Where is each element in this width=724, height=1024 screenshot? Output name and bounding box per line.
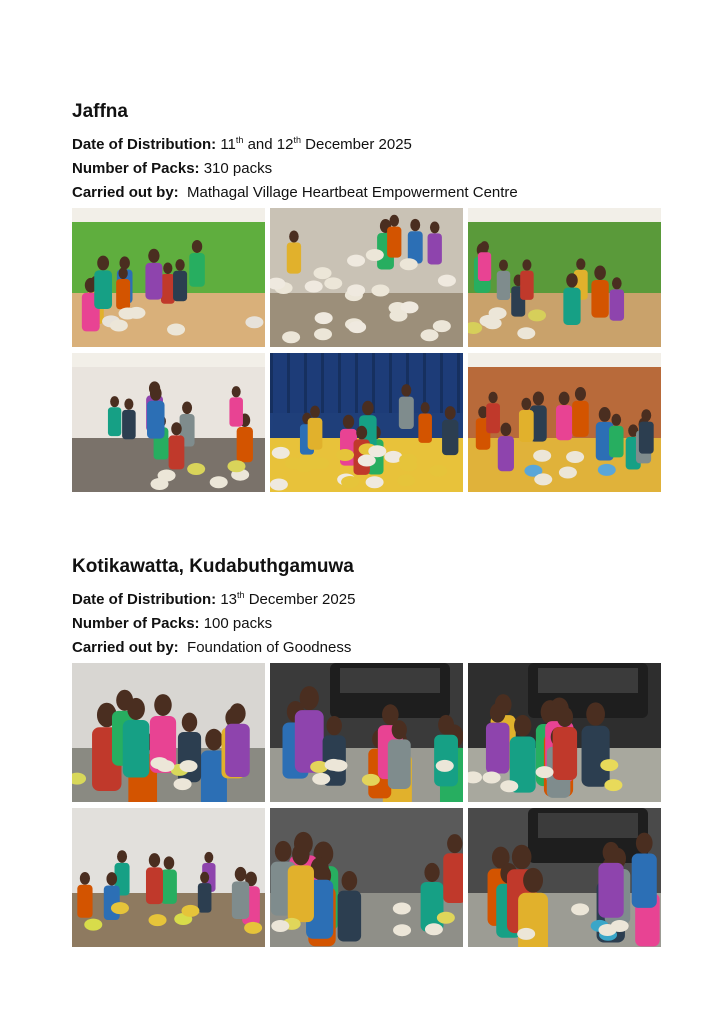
photo-grid-jaffna	[72, 208, 661, 492]
carried-out-by	[72, 636, 662, 660]
number-of-packs	[72, 157, 662, 181]
section-kotikawatta	[72, 555, 662, 660]
carried-label: Carried out by:	[72, 184, 179, 201]
packs-label: Number of Packs:	[72, 160, 200, 177]
carried-label: Carried out by:	[72, 639, 179, 656]
date-of-distribution	[72, 588, 662, 612]
carried-out-by	[72, 181, 662, 205]
section-jaffna	[72, 100, 662, 205]
jaffna-photo-packs-closeup	[270, 208, 463, 347]
section-title: Jaffna	[72, 101, 128, 122]
kotikawatta-photo-bags-table	[72, 808, 265, 947]
jaffna-photo-recipients-line	[72, 353, 265, 492]
jaffna-photo-stage-bags	[270, 353, 463, 492]
date-label: Date of Distribution:	[72, 136, 217, 153]
date-value: 11th and 12th December 2025	[220, 135, 412, 153]
number-of-packs	[72, 612, 662, 636]
packs-value: 310 packs	[203, 160, 273, 177]
carried-value: Mathagal Village Heartbeat Empowerment Centre	[187, 184, 518, 201]
kotikawatta-photo-van-queue	[270, 663, 463, 802]
kotikawatta-photo-van-handover	[468, 663, 661, 802]
date-value: 13th December 2025	[220, 590, 356, 608]
carried-value: Foundation of Goodness	[187, 639, 352, 656]
jaffna-photo-hall-packs	[72, 208, 265, 347]
kotikawatta-photo-packing	[72, 663, 265, 802]
jaffna-photo-group	[468, 208, 661, 347]
kotikawatta-photo-queue	[270, 808, 463, 947]
date-label: Date of Distribution:	[72, 591, 217, 608]
kotikawatta-photo-women-van	[468, 808, 661, 947]
section-title: Kotikawatta, Kudabuthgamuwa	[72, 556, 354, 577]
photo-grid-kotikawatta	[72, 663, 661, 947]
packs-label: Number of Packs:	[72, 615, 200, 632]
date-of-distribution	[72, 133, 662, 157]
packs-value: 100 packs	[203, 615, 273, 632]
jaffna-photo-seated-crowd	[468, 353, 661, 492]
